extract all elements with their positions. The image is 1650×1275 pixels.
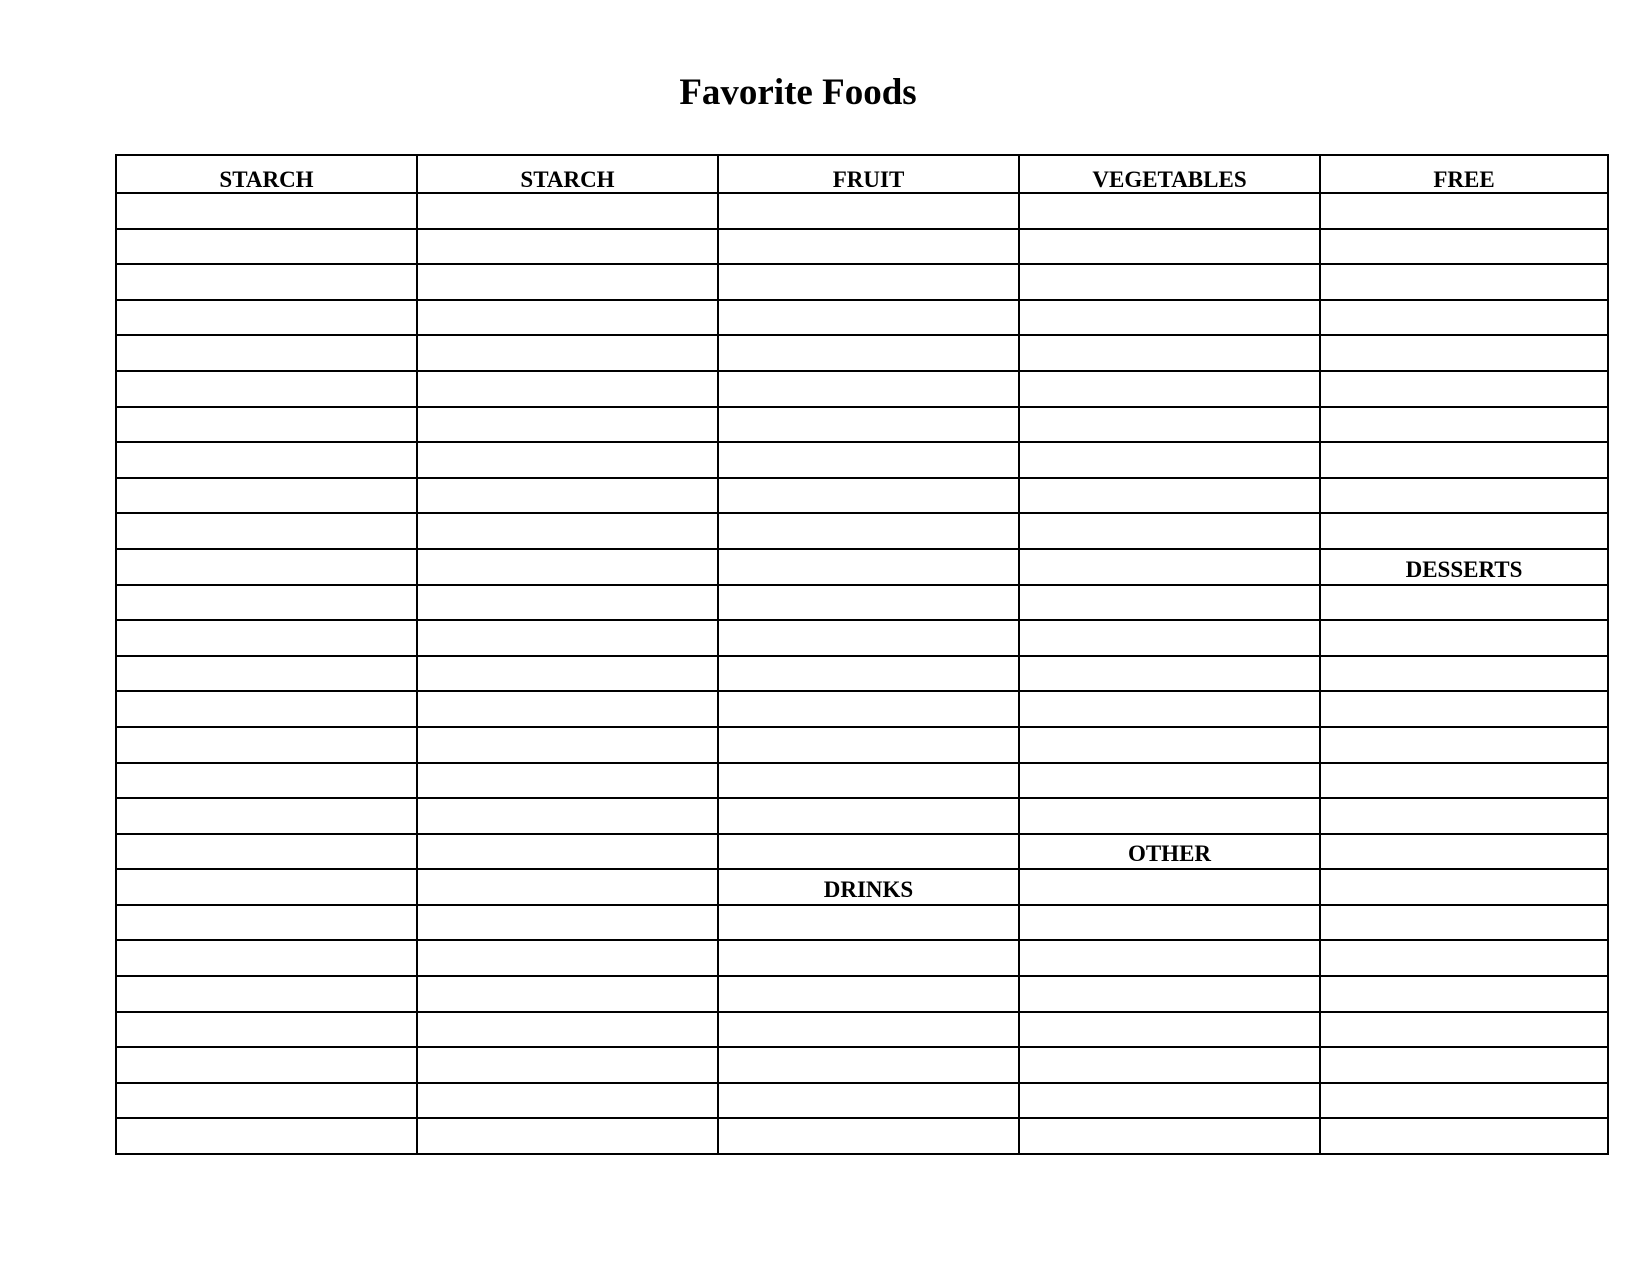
table-cell[interactable] xyxy=(1019,691,1320,727)
table-cell[interactable] xyxy=(417,407,718,443)
table-cell[interactable] xyxy=(417,727,718,763)
table-cell[interactable] xyxy=(116,371,417,407)
table-cell[interactable] xyxy=(1320,1012,1608,1048)
column-header-starch-2: STARCH xyxy=(417,155,718,193)
table-cell[interactable] xyxy=(417,193,718,229)
table-cell[interactable] xyxy=(417,620,718,656)
table-row xyxy=(116,940,1608,976)
table-cell[interactable] xyxy=(1320,798,1608,834)
column-header-starch-1: STARCH xyxy=(116,155,417,193)
table-cell[interactable] xyxy=(1320,229,1608,265)
table-cell[interactable] xyxy=(417,976,718,1012)
favorite-foods-table xyxy=(115,154,1609,1155)
table-row xyxy=(116,834,1608,870)
table-cell[interactable] xyxy=(1019,513,1320,549)
table-cell[interactable] xyxy=(116,442,417,478)
table-cell[interactable] xyxy=(417,763,718,799)
table-cell[interactable] xyxy=(718,1083,1019,1119)
table-cell[interactable] xyxy=(116,478,417,514)
table-cell[interactable] xyxy=(417,264,718,300)
table-cell[interactable] xyxy=(1320,335,1608,371)
table-cell[interactable] xyxy=(417,1047,718,1083)
table-cell[interactable] xyxy=(718,905,1019,941)
table-cell[interactable] xyxy=(417,869,718,905)
column-header-vegetables: VEGETABLES xyxy=(1019,155,1320,193)
table-cell[interactable] xyxy=(718,300,1019,336)
table-cell[interactable] xyxy=(718,763,1019,799)
table-cell[interactable] xyxy=(718,371,1019,407)
table-body xyxy=(116,193,1608,1154)
table-cell[interactable] xyxy=(718,549,1019,585)
table-cell[interactable] xyxy=(116,193,417,229)
table-cell[interactable] xyxy=(718,620,1019,656)
table-cell[interactable] xyxy=(116,1083,417,1119)
table-cell[interactable] xyxy=(116,1047,417,1083)
table-cell[interactable] xyxy=(1320,371,1608,407)
table-cell[interactable] xyxy=(1019,478,1320,514)
table-cell[interactable] xyxy=(718,407,1019,443)
table-cell[interactable] xyxy=(1320,1083,1608,1119)
table-cell[interactable] xyxy=(1019,229,1320,265)
table-cell xyxy=(1019,834,1320,870)
table-cell[interactable] xyxy=(1019,763,1320,799)
table-cell[interactable] xyxy=(116,798,417,834)
table-cell[interactable] xyxy=(1019,976,1320,1012)
header-row xyxy=(116,155,1608,193)
table-cell[interactable] xyxy=(116,869,417,905)
table-cell[interactable] xyxy=(1019,335,1320,371)
table-cell[interactable] xyxy=(718,976,1019,1012)
table-cell[interactable] xyxy=(417,585,718,621)
table-cell[interactable] xyxy=(1320,264,1608,300)
table-cell[interactable] xyxy=(1320,763,1608,799)
table-cell[interactable] xyxy=(417,656,718,692)
section-label: DRINKS xyxy=(823,876,914,902)
table-cell[interactable] xyxy=(417,371,718,407)
table-cell[interactable] xyxy=(116,940,417,976)
table-cell[interactable] xyxy=(718,834,1019,870)
table-cell[interactable] xyxy=(1320,442,1608,478)
table-cell[interactable] xyxy=(1019,442,1320,478)
table-cell[interactable] xyxy=(1019,727,1320,763)
table-row xyxy=(116,513,1608,549)
table-cell[interactable] xyxy=(1320,1118,1608,1154)
table-row xyxy=(116,1083,1608,1119)
table-row xyxy=(116,371,1608,407)
table-row xyxy=(116,798,1608,834)
table-cell[interactable] xyxy=(417,1012,718,1048)
table-cell[interactable] xyxy=(116,335,417,371)
section-label: DESSERTS xyxy=(1405,556,1523,582)
table-cell[interactable] xyxy=(1019,407,1320,443)
table-cell[interactable] xyxy=(718,727,1019,763)
table-cell[interactable] xyxy=(1019,869,1320,905)
table-row xyxy=(116,1012,1608,1048)
table-cell[interactable] xyxy=(718,1118,1019,1154)
table-cell[interactable] xyxy=(417,442,718,478)
table-cell[interactable] xyxy=(1320,585,1608,621)
table-cell[interactable] xyxy=(1320,834,1608,870)
table-cell[interactable] xyxy=(1320,478,1608,514)
table-cell[interactable] xyxy=(1019,1012,1320,1048)
table-cell[interactable] xyxy=(116,1012,417,1048)
table-cell[interactable] xyxy=(1320,976,1608,1012)
table-cell[interactable] xyxy=(116,513,417,549)
table-cell[interactable] xyxy=(116,549,417,585)
table-cell[interactable] xyxy=(116,905,417,941)
table-cell[interactable] xyxy=(116,407,417,443)
table-cell[interactable] xyxy=(116,656,417,692)
table-cell[interactable] xyxy=(1019,940,1320,976)
table-cell[interactable] xyxy=(417,335,718,371)
table-cell[interactable] xyxy=(718,691,1019,727)
table-cell[interactable] xyxy=(718,1047,1019,1083)
table-row xyxy=(116,656,1608,692)
table-cell[interactable] xyxy=(1320,620,1608,656)
table-cell[interactable] xyxy=(116,727,417,763)
table-cell[interactable] xyxy=(417,229,718,265)
table-cell[interactable] xyxy=(1320,869,1608,905)
table-row xyxy=(116,1047,1608,1083)
table-cell[interactable] xyxy=(1320,905,1608,941)
table-cell[interactable] xyxy=(417,905,718,941)
table-cell[interactable] xyxy=(1320,513,1608,549)
table-cell[interactable] xyxy=(1320,940,1608,976)
table-cell[interactable] xyxy=(417,478,718,514)
table-cell[interactable] xyxy=(1019,1118,1320,1154)
table-row xyxy=(116,869,1608,905)
table-cell[interactable] xyxy=(1019,656,1320,692)
column-header-fruit: FRUIT xyxy=(718,155,1019,193)
table-row xyxy=(116,335,1608,371)
table-row xyxy=(116,905,1608,941)
table-cell[interactable] xyxy=(1019,300,1320,336)
table-cell[interactable] xyxy=(1019,371,1320,407)
table-cell[interactable] xyxy=(116,976,417,1012)
table-cell[interactable] xyxy=(116,834,417,870)
column-header-free: FREE xyxy=(1320,155,1608,193)
table-row xyxy=(116,691,1608,727)
table-row xyxy=(116,763,1608,799)
table-cell[interactable] xyxy=(1320,691,1608,727)
table-cell[interactable] xyxy=(116,620,417,656)
table-row xyxy=(116,976,1608,1012)
table-cell[interactable] xyxy=(417,1118,718,1154)
table-cell[interactable] xyxy=(116,763,417,799)
table-row xyxy=(116,585,1608,621)
table-cell[interactable] xyxy=(1019,620,1320,656)
table-cell[interactable] xyxy=(417,300,718,336)
table-cell[interactable] xyxy=(1320,1047,1608,1083)
table-cell[interactable] xyxy=(1320,300,1608,336)
table-cell[interactable] xyxy=(1019,549,1320,585)
table-cell[interactable] xyxy=(116,264,417,300)
table-cell[interactable] xyxy=(417,798,718,834)
table-cell[interactable] xyxy=(718,193,1019,229)
table-cell[interactable] xyxy=(1320,193,1608,229)
table-row xyxy=(116,300,1608,336)
table-cell[interactable] xyxy=(1320,656,1608,692)
table-cell[interactable] xyxy=(417,549,718,585)
table-cell[interactable] xyxy=(1019,905,1320,941)
table-cell[interactable] xyxy=(417,940,718,976)
table-row xyxy=(116,442,1608,478)
table-row xyxy=(116,727,1608,763)
table-row xyxy=(116,264,1608,300)
table-cell[interactable] xyxy=(718,478,1019,514)
table-cell[interactable] xyxy=(1019,585,1320,621)
table-cell[interactable] xyxy=(718,513,1019,549)
table-cell[interactable] xyxy=(1019,1047,1320,1083)
table-cell[interactable] xyxy=(417,834,718,870)
table-cell[interactable] xyxy=(417,691,718,727)
table-cell[interactable] xyxy=(1019,193,1320,229)
table-cell[interactable] xyxy=(1320,407,1608,443)
table-cell[interactable] xyxy=(417,513,718,549)
table-cell[interactable] xyxy=(417,1083,718,1119)
table-row xyxy=(116,549,1608,585)
section-label: OTHER xyxy=(1127,841,1212,867)
table-cell[interactable] xyxy=(116,1118,417,1154)
table-cell xyxy=(1320,549,1608,585)
table-row xyxy=(116,620,1608,656)
table-row xyxy=(116,1118,1608,1154)
table-cell[interactable] xyxy=(116,300,417,336)
table-row xyxy=(116,478,1608,514)
table-cell[interactable] xyxy=(718,940,1019,976)
table-cell[interactable] xyxy=(718,585,1019,621)
table-cell[interactable] xyxy=(718,335,1019,371)
table-cell[interactable] xyxy=(718,1012,1019,1048)
table-cell[interactable] xyxy=(718,264,1019,300)
table-cell[interactable] xyxy=(116,229,417,265)
table-cell[interactable] xyxy=(1019,264,1320,300)
table-cell[interactable] xyxy=(1019,798,1320,834)
table-row xyxy=(116,407,1608,443)
table-cell[interactable] xyxy=(718,442,1019,478)
table-cell[interactable] xyxy=(116,691,417,727)
table-cell[interactable] xyxy=(718,798,1019,834)
table-cell[interactable] xyxy=(116,585,417,621)
table-row xyxy=(116,229,1608,265)
table-cell xyxy=(718,869,1019,905)
table-cell[interactable] xyxy=(1019,1083,1320,1119)
table-cell[interactable] xyxy=(1320,727,1608,763)
table-cell[interactable] xyxy=(718,656,1019,692)
table-cell[interactable] xyxy=(718,229,1019,265)
page-title: Favorite Foods xyxy=(679,72,917,113)
table-row xyxy=(116,193,1608,229)
